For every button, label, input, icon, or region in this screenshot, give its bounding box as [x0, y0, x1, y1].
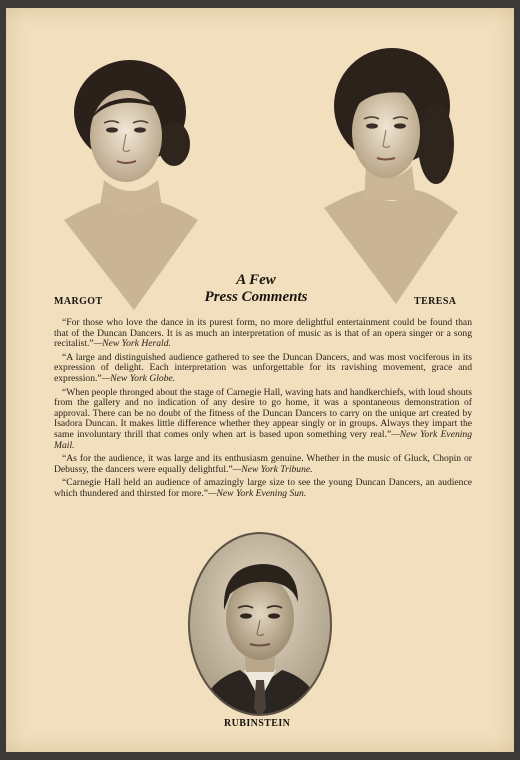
teresa-portrait: [312, 40, 464, 310]
quote-source: —New York Herald.: [93, 338, 171, 350]
quote-source: —New York Globe.: [101, 372, 176, 384]
press-comment: [54, 388, 472, 452]
quote-text: “As for the audience, it was large and its enthusiasm genuine. Whether in the music of Gluck, Chopin or Debussy, the dancers were equally delightful.”: [54, 453, 472, 475]
heading-line-1: A Few: [236, 272, 276, 288]
heading-line-2: Press Comments: [204, 289, 308, 305]
margot-caption: MARGOT: [54, 296, 103, 307]
quote-text: “When people thronged about the stage of Carnegie Hall, waving hats and handkerchiefs, with loud shouts from the gallery and no indication of any desire to go home, it was a spontaneous demonstration of approval. There can be no doubt of the fitness of the Duncan Dancers to carry on the unique art created by Isadora Duncan. It makes little difference whether they appear singly or in groups. Always they impart the same involuntary thrill that comes only when art is based upon something very real.”: [54, 386, 472, 440]
press-comment: [54, 318, 472, 350]
quote-source: —New York Tribune.: [232, 463, 313, 475]
rubinstein-portrait: [186, 530, 334, 720]
press-comment: [54, 478, 472, 499]
quote-source: —New York Evening Sun.: [207, 487, 307, 499]
rubinstein-caption: RUBINSTEIN: [224, 718, 291, 729]
press-comment: [54, 454, 472, 475]
quote-text: “A large and distinguished audience gathered to see the Duncan Dancers, and was most vociferous in its expression of delight. Each interpretation was unforgettable for its ravishing movement, grace and expression.”: [54, 351, 472, 384]
quote-text: “For those who love the dance in its purest form, no more delightful entertainment could be found than that of the Duncan Dancers. It is as much an interpretation of music as is that of an opera singer or a song recitalist.”: [54, 317, 472, 350]
program-page: [6, 8, 514, 752]
teresa-caption: TERESA: [414, 296, 457, 307]
press-comment: [54, 353, 472, 385]
press-comments: [54, 318, 472, 503]
quote-text: “Carnegie Hall held an audience of amazingly large size to see the young Duncan Dancers, an audience which thundered and thirsted for more.”: [54, 477, 472, 499]
quote-source: —New York Evening Mail.: [54, 428, 473, 451]
